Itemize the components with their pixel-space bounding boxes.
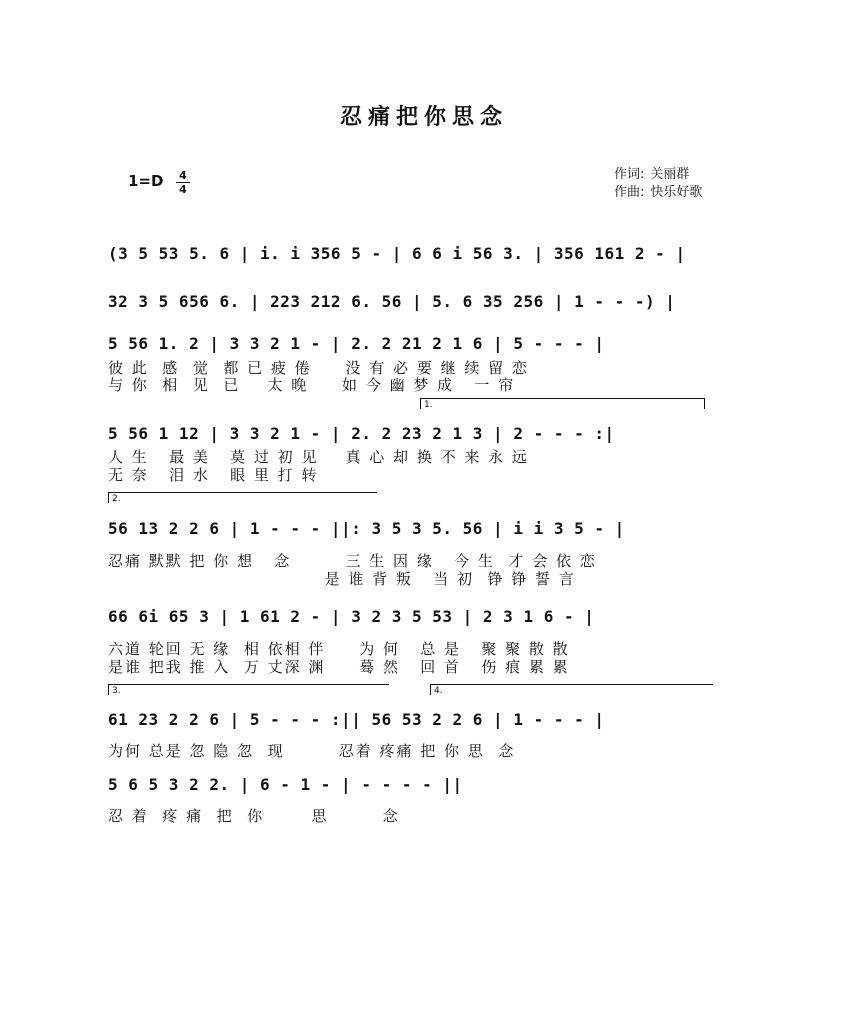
key-signature: 1=D bbox=[128, 172, 164, 190]
volta-label-1: 1. bbox=[424, 400, 433, 410]
lyricist-credit bbox=[614, 163, 695, 182]
volta-bracket-1 bbox=[420, 398, 705, 409]
meter-bottom: 4 bbox=[179, 183, 187, 196]
composer-name: 快乐好歌 bbox=[650, 185, 703, 200]
volta-bracket-3 bbox=[108, 684, 389, 695]
score-line-5: 56 13 2 2 6 | 1 - - - ||: 3 5 3 5. 56 | i i 3 5 - | bbox=[108, 519, 625, 538]
time-signature bbox=[176, 170, 190, 195]
composer-label: 作曲: bbox=[614, 185, 645, 200]
score-line-4: 5 56 1 12 | 3 3 2 1 - | 2. 2 23 2 1 3 | 2 - - - :| bbox=[108, 424, 615, 443]
score-line-3: 5 56 1. 2 | 3 3 2 1 - | 2. 2 21 2 1 6 | 5 - - - | bbox=[108, 334, 605, 353]
lyric-line-4b: 无 奈 泪 水 眼 里 打 转 bbox=[108, 466, 319, 484]
meter-top: 4 bbox=[179, 169, 187, 182]
volta-label-4: 4. bbox=[434, 686, 443, 696]
score-line-7: 61 23 2 2 6 | 5 - - - :|| 56 53 2 2 6 | 1 - - - | bbox=[108, 710, 605, 729]
lyric-line-8a: 忍 着 疼 痛 把 你 思 念 bbox=[108, 807, 400, 825]
score-line-8: 5 6 5 3 2 2. | 6 - 1 - | - - - - || bbox=[108, 775, 463, 794]
score-line-1: (3 5 53 5. 6 | i. i 356 5 - | 6 6 i 56 3. | 356 161 2 - | bbox=[108, 244, 686, 263]
composer-credit bbox=[614, 181, 708, 200]
score-line-2: 32 3 5 656 6. | 223 212 6. 56 | 5. 6 35 256 | 1 - - -) | bbox=[108, 292, 676, 311]
lyric-line-3b: 与 你 相 见 已 太 晚 如 今 幽 梦 成 一 帘 bbox=[108, 376, 516, 394]
lyricist-label: 作词: bbox=[614, 167, 645, 182]
lyric-line-7a: 为何 总是 忽 隐 忽 现 忍着 疼痛 把 你 思 念 bbox=[108, 742, 516, 760]
lyric-line-4a: 人 生 最 美 莫 过 初 见 真 心 却 换 不 来 永 远 bbox=[108, 448, 529, 466]
lyric-line-5a: 忍痛 默默 把 你 想 念 三 生 因 缘 今 生 才 会 依 恋 bbox=[108, 552, 597, 570]
volta-label-3: 3. bbox=[112, 686, 121, 696]
lyric-line-5b: 是 谁 背 叛 当 初 铮 铮 誓 言 bbox=[108, 570, 576, 588]
lyric-line-6a: 六道 轮回 无 缘 相 依相 伴 为 何 总 是 聚 聚 散 散 bbox=[108, 640, 570, 658]
volta-bracket-4 bbox=[430, 684, 713, 695]
lyric-line-3a: 彼 此 感 觉 都 已 疲 倦 没 有 必 要 继 续 留 恋 bbox=[108, 359, 529, 377]
lyric-line-6b: 是谁 把我 推 入 万 丈深 渊 蓦 然 回 首 伤 痕 累 累 bbox=[108, 658, 570, 676]
volta-bracket-2 bbox=[108, 492, 377, 503]
song-title: 忍痛把你思念 bbox=[339, 105, 508, 130]
lyricist-name: 关丽群 bbox=[650, 167, 690, 182]
volta-label-2: 2. bbox=[112, 494, 121, 504]
score-line-6: 66 6i 65 3 | 1 61 2 - | 3 2 3 5 53 | 2 3 1 6 - | bbox=[108, 607, 595, 626]
